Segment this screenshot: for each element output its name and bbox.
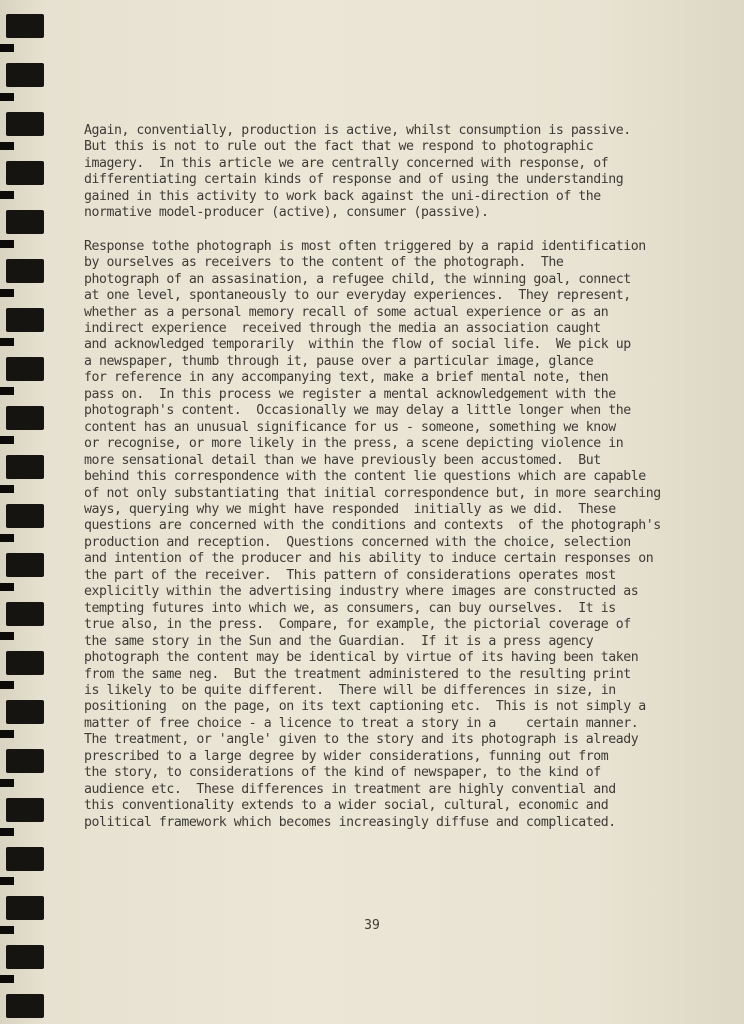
text-line: matter of free choice - a licence to treat a story in a certain manner.: [84, 715, 639, 731]
binding-hole: [6, 357, 44, 381]
binding-wire: [0, 387, 14, 395]
text-line: more sensational detail than we have previously been accustomed. But: [84, 452, 601, 468]
binding-wire: [0, 681, 14, 689]
text-line: this conventionality extends to a wider social, cultural, economic and: [84, 798, 609, 814]
text-line: a newspaper, thumb through it, pause over a particular image, glance: [84, 353, 594, 369]
binding-wire: [0, 828, 14, 836]
text-line: differentiating certain kinds of response and of using the understanding: [84, 172, 624, 188]
binding-wire: [0, 583, 14, 591]
text-line: gained in this activity to work back against the uni-direction of the: [84, 188, 601, 204]
text-line: questions are concerned with the conditions and contexts of the photograph's: [84, 518, 661, 534]
text-line: or recognise, or more likely in the press, a scene depicting violence in: [84, 436, 624, 452]
text-line: political framework which becomes increasingly diffuse and complicated.: [84, 814, 616, 830]
binding-wire: [0, 730, 14, 738]
binding-wire: [0, 338, 14, 346]
text-line: indirect experience received through the media an association caught: [84, 320, 601, 336]
text-line: ways, querying why we might have responded initially as we did. These: [84, 501, 616, 517]
binding-hole: [6, 896, 44, 920]
text-line: Response tothe photograph is most often triggered by a rapid identification: [84, 238, 646, 254]
text-line: whether as a personal memory recall of some actual experience or as an: [84, 304, 609, 320]
text-line: positioning on the page, on its text captioning etc. This is not simply a: [84, 699, 646, 715]
text-line: Again, conventially, production is active, whilst consumption is passive.: [84, 123, 631, 138]
binding-hole: [6, 259, 44, 283]
text-line: and intention of the producer and his ability to induce certain responses on: [84, 551, 654, 567]
binding-wire: [0, 240, 14, 248]
binding-hole: [6, 994, 44, 1018]
binding-hole: [6, 651, 44, 675]
paragraph-gap: [84, 222, 664, 239]
text-line: production and reception. Questions concerned with the choice, selection: [84, 534, 631, 550]
binding-wire: [0, 975, 14, 983]
text-line: normative model-producer (active), consumer (passive).: [84, 205, 489, 221]
binding-hole: [6, 161, 44, 185]
binding-hole: [6, 308, 44, 332]
binding-wire: [0, 191, 14, 199]
text-line: photograph of an assasination, a refugee child, the winning goal, connect: [84, 271, 631, 287]
text-line: the part of the receiver. This pattern of considerations operates most: [84, 567, 616, 583]
binding-wire: [0, 877, 14, 885]
text-line: tempting futures into which we, as consumers, can buy ourselves. It is: [84, 600, 616, 616]
text-line: pass on. In this process we register a mental acknowledgement with the: [84, 386, 616, 402]
binding-hole: [6, 455, 44, 479]
text-line: true also, in the press. Compare, for example, the pictorial coverage of: [84, 617, 631, 633]
binding-hole: [6, 749, 44, 773]
page-number: 39: [364, 918, 380, 933]
binding-wire: [0, 534, 14, 542]
binding-hole: [6, 945, 44, 969]
binding-hole: [6, 112, 44, 136]
binding-wire: [0, 289, 14, 297]
text-line: the same story in the Sun and the Guardian. If it is a press agency: [84, 633, 594, 649]
binding-hole: [6, 14, 44, 38]
text-line: behind this correspondence with the content lie questions which are capable: [84, 469, 646, 485]
text-line: content has an unusual significance for us - someone, something we know: [84, 419, 616, 435]
text-line: for reference in any accompanying text, make a brief mental note, then: [84, 370, 609, 386]
body-text: [84, 123, 664, 831]
binding-hole: [6, 504, 44, 528]
text-line: photograph's content. Occasionally we may delay a little longer when the: [84, 403, 631, 419]
binding-hole: [6, 210, 44, 234]
binding-wire: [0, 142, 14, 150]
text-line: explicitly within the advertising industry where images are constructed as: [84, 584, 639, 600]
text-line: prescribed to a large degree by wider considerations, funning out from: [84, 748, 609, 764]
text-line: at one level, spontaneously to our everyday experiences. They represent,: [84, 288, 631, 304]
binding-hole: [6, 406, 44, 430]
binding-hole: [6, 798, 44, 822]
binding-wire: [0, 436, 14, 444]
binding-wire: [0, 632, 14, 640]
binding-hole: [6, 602, 44, 626]
binding-hole: [6, 553, 44, 577]
text-line: the story, to considerations of the kind of newspaper, to the kind of: [84, 765, 601, 781]
spiral-binding: [0, 0, 44, 1024]
text-line: is likely to be quite different. There will be differences in size, in: [84, 682, 616, 698]
text-line: and acknowledged temporarily within the flow of social life. We pick up: [84, 337, 631, 353]
text-line: from the same neg. But the treatment administered to the resulting print: [84, 666, 631, 682]
paragraph-2: [84, 239, 664, 831]
text-line: imagery. In this article we are centrally concerned with response, of: [84, 155, 609, 171]
binding-wire: [0, 485, 14, 493]
text-line: But this is not to rule out the fact that we respond to photographic: [84, 139, 594, 155]
binding-wire: [0, 44, 14, 52]
text-line: audience etc. These differences in treatment are highly convential and: [84, 781, 616, 797]
binding-wire: [0, 779, 14, 787]
text-line: of not only substantiating that initial correspondence but, in more searching: [84, 485, 661, 501]
text-line: The treatment, or 'angle' given to the story and its photograph is already: [84, 732, 639, 748]
text-line: photograph the content may be identical by virtue of its having been taken: [84, 650, 639, 666]
binding-hole: [6, 847, 44, 871]
paragraph-1: [84, 123, 664, 222]
binding-hole: [6, 63, 44, 87]
binding-hole: [6, 700, 44, 724]
text-line: by ourselves as receivers to the content of the photograph. The: [84, 255, 564, 271]
binding-wire: [0, 93, 14, 101]
